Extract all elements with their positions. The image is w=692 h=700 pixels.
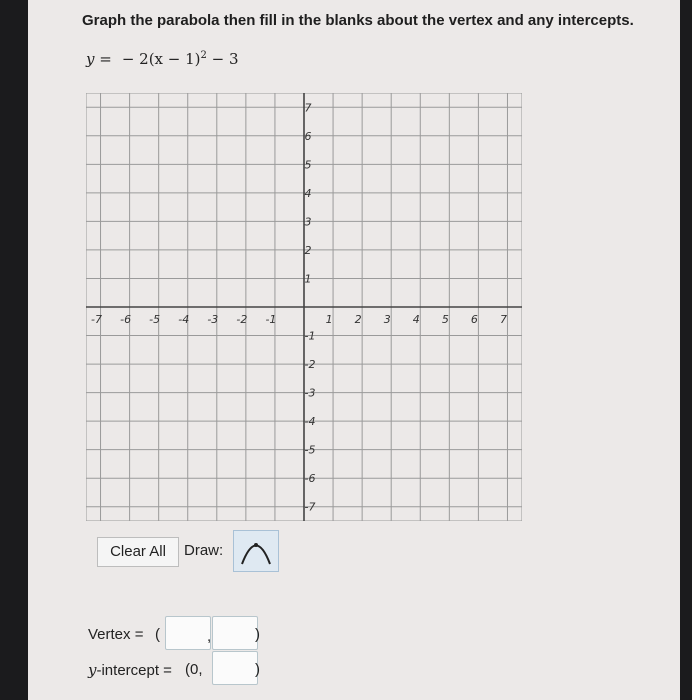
y-tick-label: -5 — [304, 443, 316, 457]
vertex-close-paren: ) — [255, 626, 260, 643]
coordinate-grid[interactable] — [86, 93, 522, 521]
y-tick-label: 4 — [304, 186, 312, 200]
x-tick-label: -4 — [178, 313, 190, 326]
vertex-open-paren: ( — [155, 626, 160, 643]
equation-exponent: 2 — [200, 50, 207, 61]
y-intercept-label — [88, 661, 172, 679]
equation-tail: − 3 — [206, 50, 239, 68]
y-tick-label: 6 — [304, 129, 312, 143]
x-tick-label: 6 — [470, 313, 478, 326]
x-tick-label: -2 — [236, 313, 248, 326]
x-tick-label: -6 — [120, 313, 132, 326]
graph-area[interactable] — [86, 93, 522, 526]
vertex-y-input[interactable] — [212, 616, 258, 650]
y-intercept-text: -intercept = — [96, 662, 172, 679]
y-tick-label: -4 — [304, 415, 316, 429]
draw-label: Draw: — [184, 542, 224, 559]
vertex-comma: , — [207, 628, 212, 645]
y-tick-label: 2 — [304, 243, 312, 257]
x-tick-label: 4 — [412, 313, 420, 326]
y-intercept-open: (0, — [185, 661, 203, 678]
y-tick-label: -1 — [304, 329, 316, 343]
x-tick-label: 1 — [325, 313, 333, 326]
y-tick-label: 3 — [304, 215, 312, 229]
clear-all-button[interactable]: Clear All — [97, 537, 179, 567]
y-tick-label: 1 — [304, 272, 312, 286]
y-tick-label: -2 — [304, 358, 316, 372]
x-tick-label: -1 — [265, 313, 277, 326]
x-tick-label: 7 — [499, 313, 507, 326]
y-tick-label: -7 — [304, 500, 316, 514]
y-tick-label: 7 — [304, 101, 312, 115]
x-tick-label: -5 — [149, 313, 161, 326]
y-intercept-close-paren: ) — [255, 661, 260, 678]
equation-rhs: − 2(x − 1) — [121, 50, 201, 68]
y-intercept-input[interactable] — [212, 651, 258, 685]
x-tick-label: 3 — [383, 313, 391, 326]
x-tick-label: -3 — [207, 313, 219, 326]
parabola-draw-tool[interactable] — [233, 530, 279, 572]
x-tick-label: 2 — [354, 313, 362, 326]
question-text: Graph the parabola then fill in the blanks about the vertex and any intercepts. — [82, 12, 634, 29]
y-tick-label: -3 — [304, 386, 316, 400]
vertex-label: Vertex = — [88, 626, 144, 643]
vertex-x-input[interactable] — [165, 616, 211, 650]
y-tick-label: 5 — [304, 158, 312, 172]
y-tick-label: -6 — [304, 472, 316, 486]
y-intercept-variable: y — [88, 661, 97, 679]
x-tick-label: -7 — [91, 313, 103, 326]
parabola-icon — [234, 531, 278, 571]
equation-lhs: y = — [86, 50, 112, 68]
equation — [86, 50, 239, 68]
x-tick-label: 5 — [441, 313, 449, 326]
